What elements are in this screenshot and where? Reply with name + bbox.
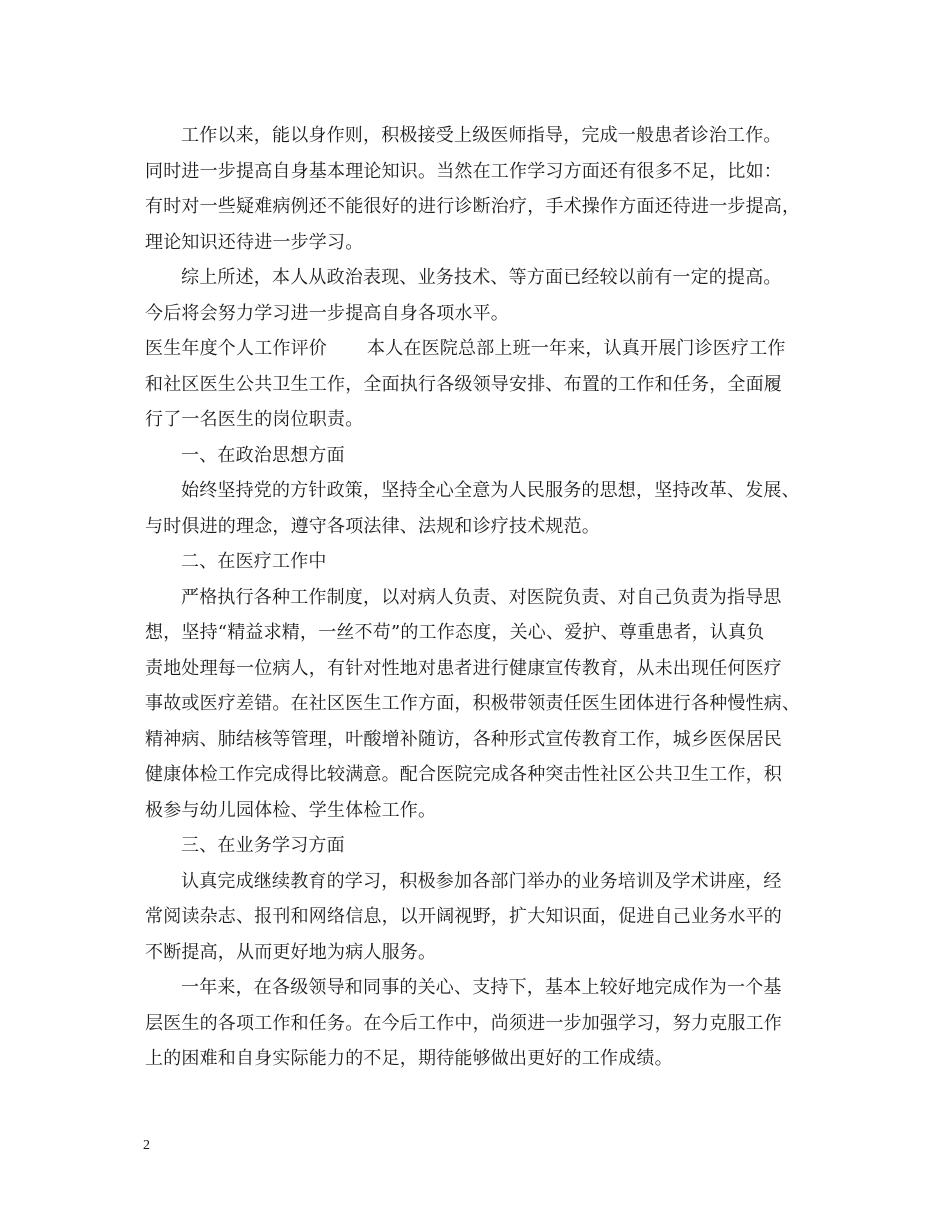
paragraph	[145, 260, 815, 331]
text-line: 责地处理每一位病人，有针对性地对患者进行健康宣传教育，从未出现任何医疗	[145, 657, 782, 679]
paragraph	[145, 473, 815, 544]
page-number: 2	[143, 1138, 150, 1153]
subheading-political: 一、在政治思想方面	[181, 444, 345, 466]
text-span: 本人在医院总部上班一年来，认真开展门诊医疗工作	[367, 338, 786, 359]
paragraph	[145, 331, 815, 438]
text-line: 层医生的各项工作和任务。在今后工作中，尚须进一步加强学习，努力克服工作	[145, 1012, 782, 1034]
text-line: 事故或医疗差错。在社区医生工作方面，积极带领责任医生团体进行各种慢性病、	[145, 693, 801, 714]
text-line: 精神病、肺结核等管理，叶酸增补随访，各种形式宣传教育工作，城乡医保居民	[145, 728, 782, 750]
text-line: 始终坚持党的方针政策，坚持全心全意为人民服务的思想，坚持改革、发展、	[181, 480, 800, 501]
text-line: 今后将会努力学习进一步提高自身各项水平。	[145, 302, 509, 324]
paragraph	[145, 864, 815, 971]
text-line: 和社区医生公共卫生工作，全面执行各级领导安排、布置的工作和任务，全面履	[145, 373, 782, 395]
text-line	[145, 331, 815, 367]
text-line: 想，坚持“精益求精，一丝不苟”的工作态度，关心、爱护、尊重患者，认真负	[145, 622, 765, 643]
text-line: 认真完成继续教育的学习，积极参加各部门举办的业务培训及学术讲座，经	[181, 870, 782, 892]
text-line: 一年来，在各级领导和同事的关心、支持下，基本上较好地完成作为一个基	[181, 977, 782, 998]
subheading-medical: 二、在医疗工作中	[181, 551, 327, 572]
text-line: 不断提高，从而更好地为病人服务。	[145, 941, 437, 963]
text-line: 与时俱进的理念，遵守各项法律、法规和诊疗技术规范。	[145, 515, 600, 537]
section-title: 医生年度个人工作评价	[145, 338, 327, 359]
text-line: 有时对一些疑难病例还不能很好的进行诊断治疗，手术操作方面还待进一步提高，	[145, 196, 801, 217]
text-line: 理论知识还待进一步学习。	[145, 231, 364, 253]
text-line: 极参与幼儿园体检、学生体检工作。	[145, 799, 437, 821]
subheading-study: 三、在业务学习方面	[181, 835, 345, 856]
paragraph	[145, 970, 815, 1077]
document-body	[145, 118, 815, 1077]
text-line: 行了一名医生的岗位职责。	[145, 409, 364, 430]
paragraph	[145, 580, 815, 829]
text-line: 健康体检工作完成得比较满意。配合医院完成各种突击性社区公共卫生工作，积	[145, 764, 782, 785]
text-line: 严格执行各种工作制度，以对病人负责、对医院负责、对自己负责为指导思	[181, 586, 782, 608]
text-line: 常阅读杂志、报刊和网络信息，以开阔视野，扩大知识面，促进自己业务水平的	[145, 906, 782, 927]
text-line: 同时进一步提高自身基本理论知识。当然在工作学习方面还有很多不足，比如：	[145, 160, 782, 182]
text-line: 工作以来，能以身作则，积极接受上级医师指导，完成一般患者诊治工作。	[181, 125, 782, 146]
text-line: 综上所述，本人从政治表现、业务技术、等方面已经较以前有一定的提高。	[181, 267, 782, 288]
paragraph	[145, 118, 815, 260]
text-line: 上的困难和自身实际能力的不足，期待能够做出更好的工作成绩。	[145, 1048, 673, 1069]
